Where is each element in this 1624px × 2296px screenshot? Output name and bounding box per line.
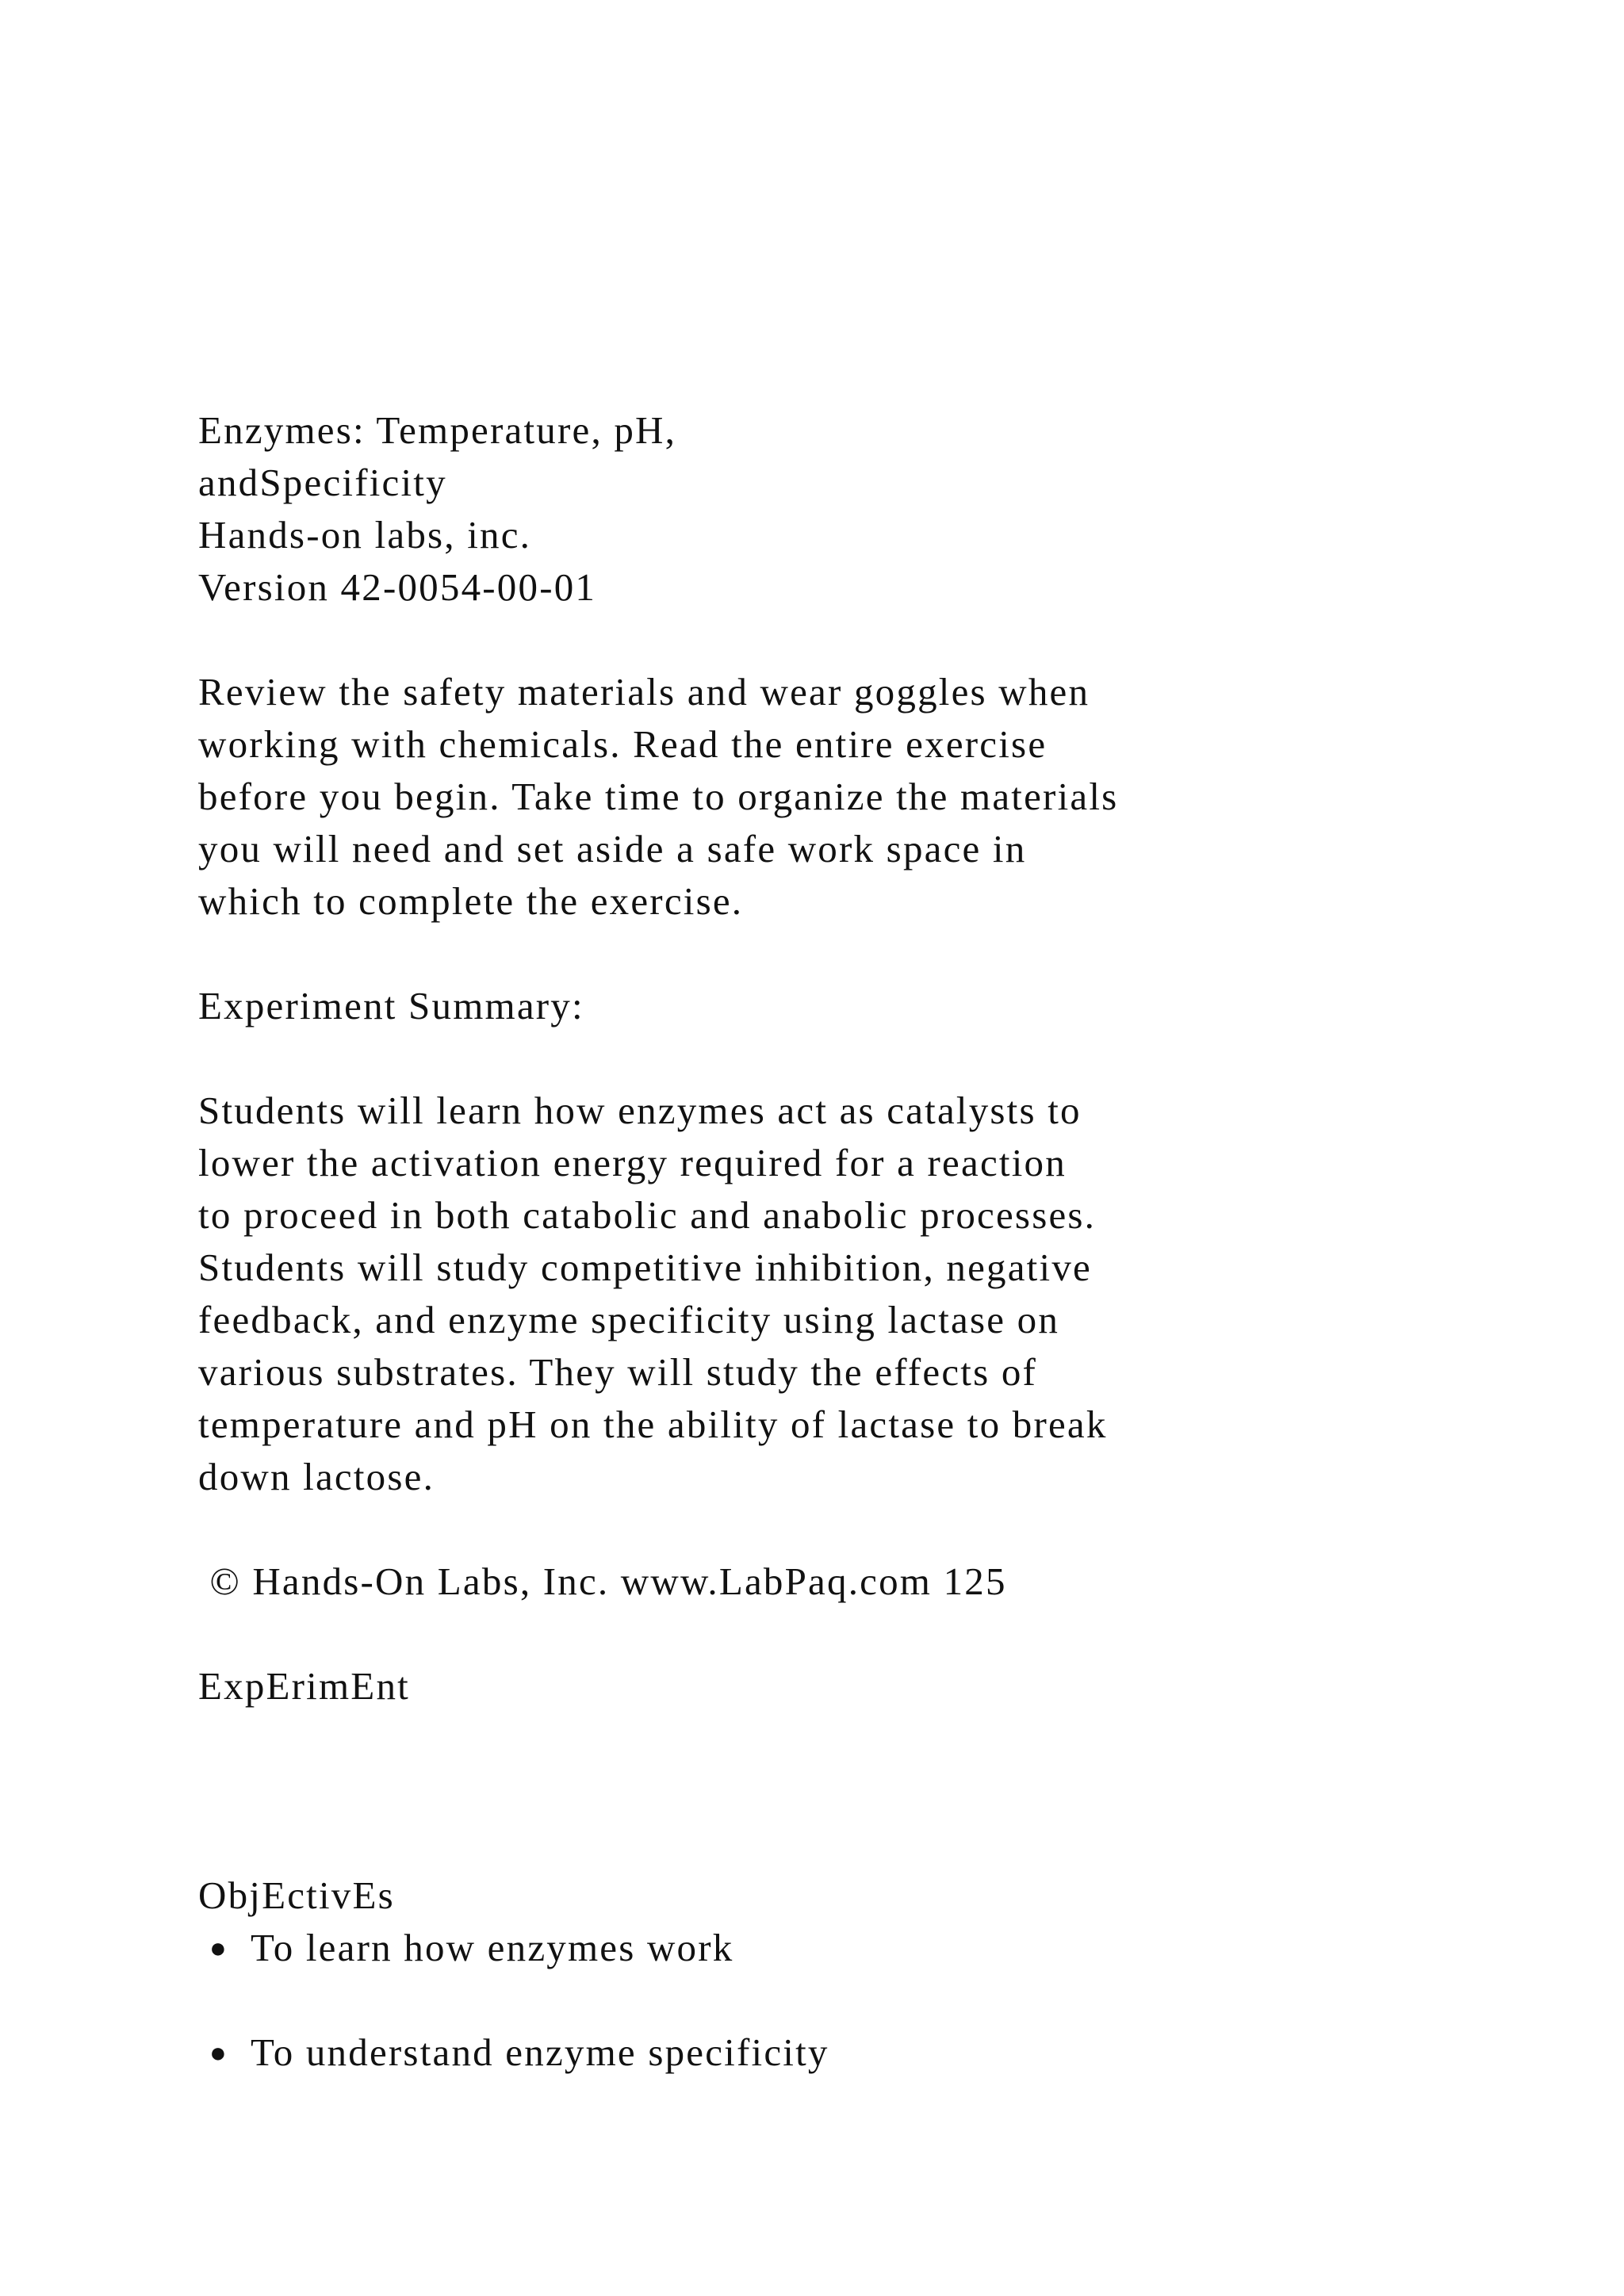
objectives-heading: ObjEctivEs (198, 1873, 395, 1917)
summary-line: temperature and pH on the ability of lactase to break (198, 1402, 1108, 1446)
copyright-line: © Hands-On Labs, Inc. www.LabPaq.com 125 (198, 1559, 1007, 1603)
title-line-1: Enzymes: Temperature, pH, (198, 408, 677, 452)
summary-line: Students will learn how enzymes act as catalysts to (198, 1089, 1082, 1132)
summary-line: feedback, and enzyme specificity using lactase on (198, 1298, 1060, 1341)
summary-line: various substrates. They will study the effects of (198, 1350, 1038, 1394)
objective-item (198, 1922, 1467, 1974)
spacer (198, 614, 1467, 666)
summary-heading: Experiment Summary: (198, 984, 584, 1027)
section-label: ExpErimEnt (198, 1664, 410, 1708)
objective-text: To understand enzyme specificity (251, 2030, 829, 2074)
spacer (198, 1974, 1467, 2026)
safety-line: which to complete the exercise. (198, 879, 744, 923)
safety-line: Review the safety materials and wear goggles when (198, 670, 1090, 714)
summary-line: lower the activation energy required for a reaction (198, 1141, 1067, 1184)
spacer (198, 1712, 1467, 1869)
document-body (198, 404, 1467, 2079)
spacer (198, 928, 1467, 980)
publisher: Hands-on labs, inc. (198, 513, 532, 557)
spacer (198, 1608, 1467, 1660)
title-line-2: andSpecificity (198, 461, 447, 504)
summary-line: to proceed in both catabolic and anabolic processes. (198, 1193, 1097, 1237)
safety-line: before you begin. Take time to organize the materials (198, 775, 1119, 818)
safety-line: you will need and set aside a safe work space in (198, 827, 1027, 871)
bullet-icon: ● (209, 2037, 228, 2068)
objective-text: To learn how enzymes work (251, 1926, 734, 1969)
version: Version 42-0054-00-01 (198, 565, 597, 609)
bullet-icon: ● (209, 1932, 228, 1964)
summary-line: Students will study competitive inhibition, negative (198, 1246, 1092, 1289)
spacer (198, 1503, 1467, 1556)
spacer (198, 1032, 1467, 1085)
summary-line: down lactose. (198, 1455, 435, 1498)
safety-line: working with chemicals. Read the entire exercise (198, 722, 1048, 766)
objective-item (198, 2026, 1467, 2079)
